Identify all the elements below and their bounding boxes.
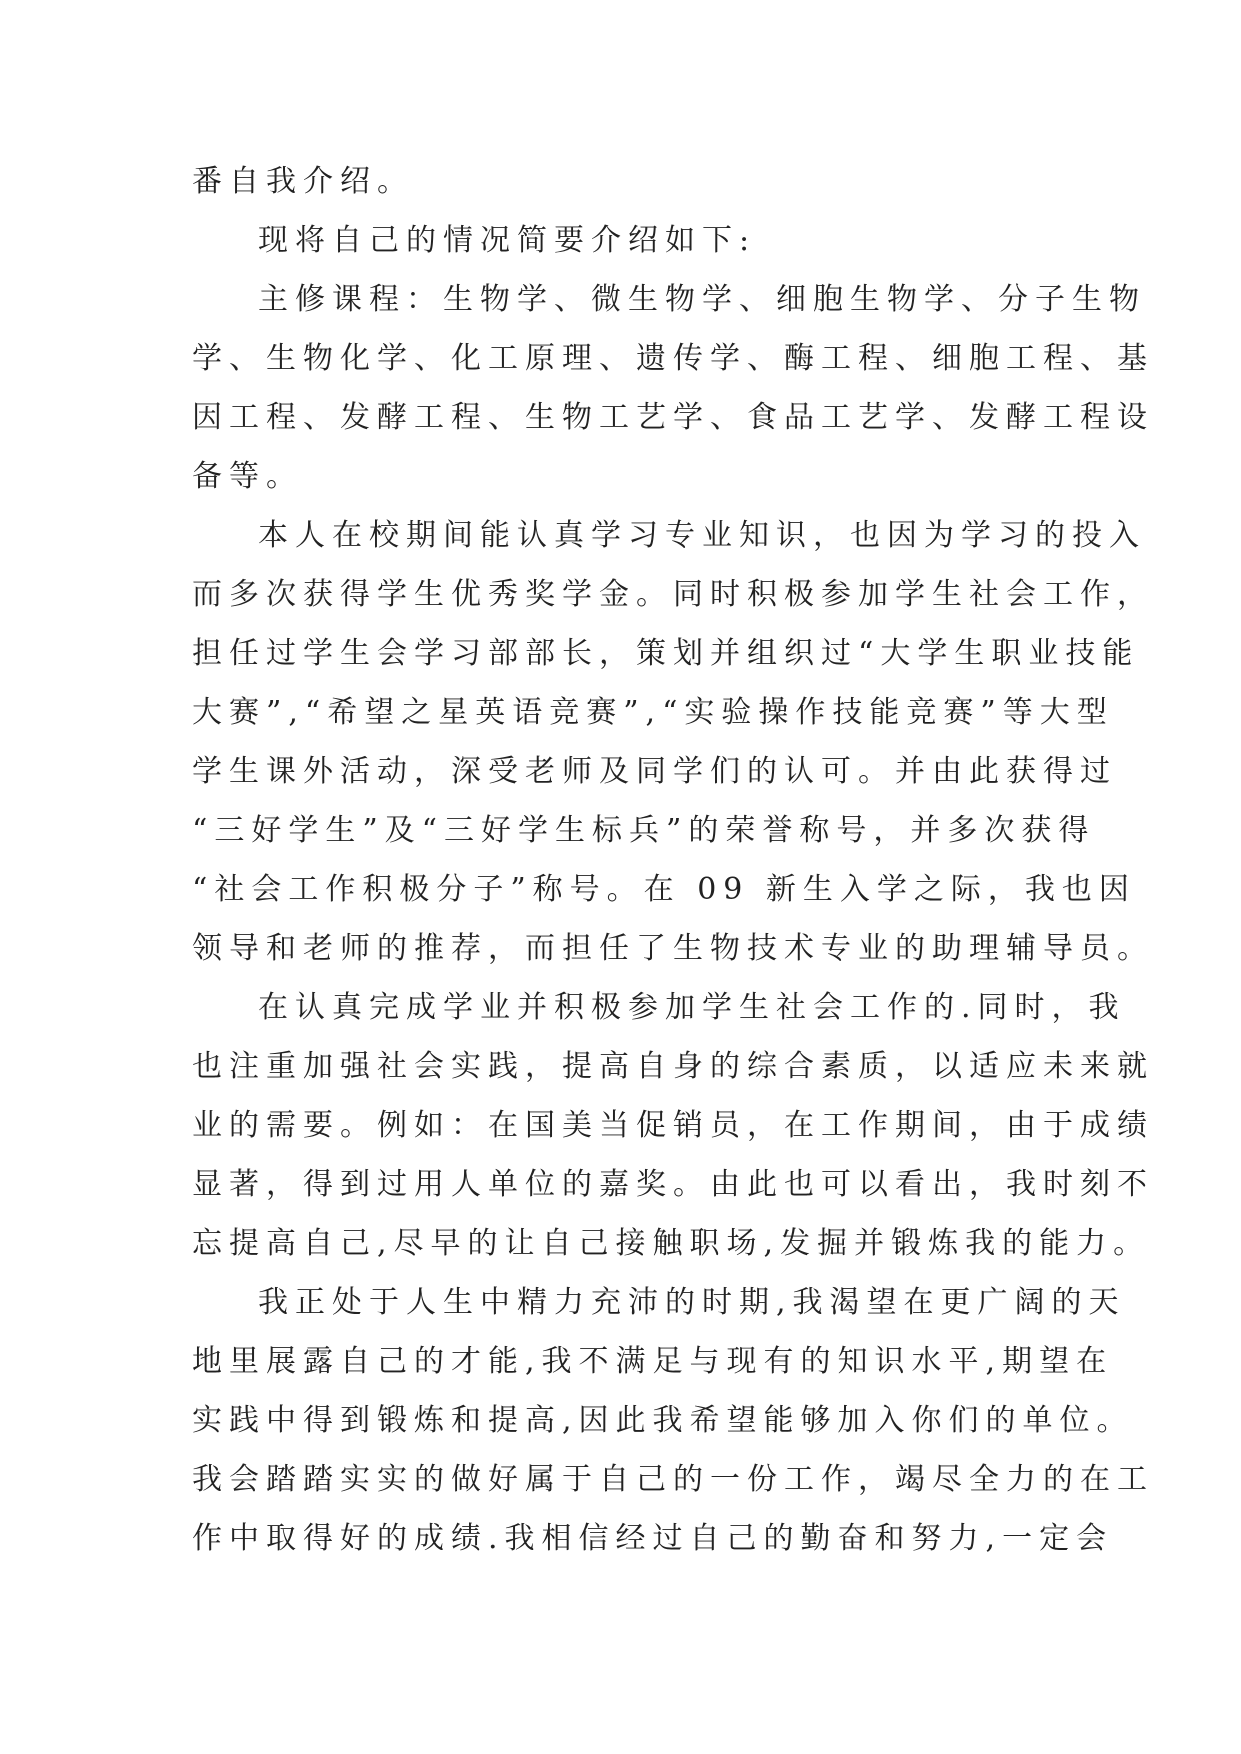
- text-line: 而多次获得学生优秀奖学金。同时积极参加学生社会工作，: [192, 577, 1154, 612]
- text-line: 作中取得好的成绩.我相信经过自己的勤奋和努力,一定会: [192, 1521, 1114, 1556]
- text-line: 学、生物化学、化工原理、遗传学、酶工程、细胞工程、基: [192, 341, 1154, 376]
- paragraph-practice: [192, 978, 1154, 1273]
- paragraph-school: [192, 506, 1154, 978]
- text-line: 我正处于人生中精力充沛的时期,我渴望在更广阔的天: [258, 1285, 1126, 1320]
- text-line: 现将自己的情况简要介绍如下:: [258, 223, 757, 258]
- text-line: 也注重加强社会实践，提高自身的综合素质，以适应未来就: [192, 1049, 1154, 1084]
- text-line: “社会工作积极分子”称号。在 09 新生入学之际，我也因: [192, 872, 1136, 907]
- paragraph-aspiration: [192, 1273, 1154, 1568]
- text-line: “三好学生”及“三好学生标兵”的荣誉称号，并多次获得: [192, 813, 1096, 848]
- text-line: 学生课外活动，深受老师及同学们的认可。并由此获得过: [192, 754, 1117, 789]
- paragraph-1: [192, 152, 1054, 211]
- text-line: 忘提高自己,尽早的让自己接触职场,发掘并锻炼我的能力。: [192, 1226, 1151, 1261]
- text-line: 领导和老师的推荐，而担任了生物技术专业的助理辅导员。: [192, 931, 1154, 966]
- text-line: 在认真完成学业并积极参加学生社会工作的.同时，我: [258, 990, 1126, 1025]
- paragraph-courses: [192, 270, 1154, 506]
- text-line: 因工程、发酵工程、生物工艺学、食品工艺学、发酵工程设: [192, 400, 1154, 435]
- text-line: 实践中得到锻炼和提高,因此我希望能够加入你们的单位。: [192, 1403, 1134, 1438]
- text-line: 我会踏踏实实的做好属于自己的一份工作，竭尽全力的在工: [192, 1462, 1154, 1497]
- paragraph-2: [192, 211, 1054, 270]
- text-line: 显著，得到过用人单位的嘉奖。由此也可以看出，我时刻不: [192, 1167, 1154, 1202]
- text-line: 地里展露自己的才能,我不满足与现有的知识水平,期望在: [192, 1344, 1114, 1379]
- document-body: [192, 152, 1154, 1568]
- text-line: 担任过学生会学习部部长，策划并组织过“大学生职业技能: [192, 636, 1140, 671]
- text-line: 本人在校期间能认真学习专业知识，也因为学习的投入: [258, 518, 1146, 553]
- text-line: 业的需要。例如：在国美当促销员，在工作期间，由于成绩: [192, 1108, 1154, 1143]
- text-line: 主修课程：生物学、微生物学、细胞生物学、分子生物: [258, 282, 1146, 317]
- text-line: 备等。: [192, 459, 303, 494]
- text-line: 番自我介绍。: [192, 164, 414, 199]
- text-line: 大赛”,“希望之星英语竞赛”,“实验操作技能竞赛”等大型: [192, 695, 1114, 730]
